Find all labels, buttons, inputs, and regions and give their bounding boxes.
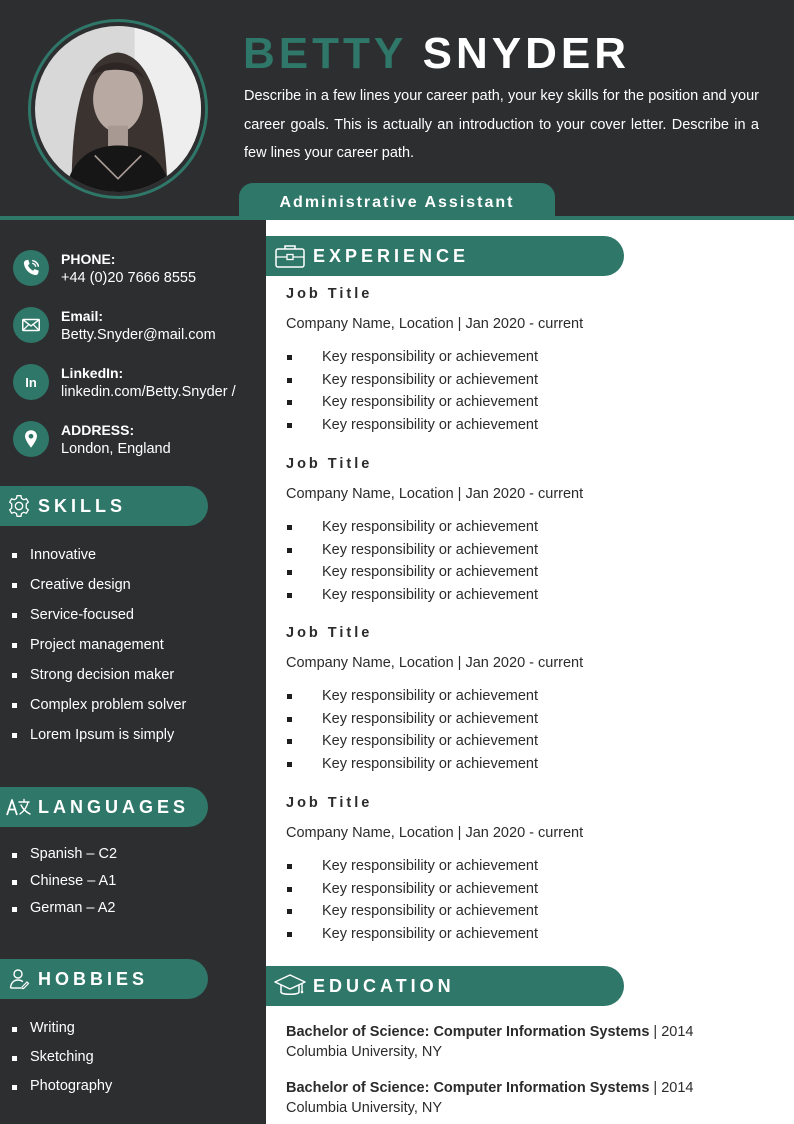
responsibility-item: Key responsibility or achievement <box>286 369 786 392</box>
education-heading-text: EDUCATION <box>313 975 455 996</box>
school: Columbia University, NY <box>286 1100 443 1116</box>
linkedin-icon-text: In <box>25 374 37 390</box>
job-title: Job Title <box>286 286 373 302</box>
degree: Bachelor of Science: Computer Information Systems <box>286 1024 650 1040</box>
last-name: SNYDER <box>422 29 631 78</box>
job-entry <box>286 285 786 437</box>
person-icon <box>4 964 34 994</box>
gear-icon <box>4 491 34 521</box>
education-heading <box>266 966 624 1006</box>
phone-icon <box>13 250 49 286</box>
responsibility-item: Key responsibility or achievement <box>286 539 786 562</box>
contact-label: Email: <box>61 308 104 324</box>
envelope-icon <box>13 307 49 343</box>
responsibility-item: Key responsibility or achievement <box>286 708 786 731</box>
phone-value: +44 (0)20 7666 8555 <box>61 270 197 286</box>
job-entry <box>286 794 786 946</box>
degree-year: | 2014 <box>649 1024 694 1040</box>
responsibility-item: Key responsibility or achievement <box>286 516 786 539</box>
linkedin-value[interactable]: linkedin.com/Betty.Snyder / <box>61 384 236 400</box>
job-company: Company Name, Location | Jan 2020 - current <box>286 655 584 671</box>
hobby-item: Sketching <box>0 1043 266 1072</box>
job-company: Company Name, Location | Jan 2020 - current <box>286 486 584 502</box>
degree: Bachelor of Science: Computer Information Systems <box>286 1080 650 1096</box>
experience-heading <box>266 236 624 276</box>
contact-phone <box>0 250 266 300</box>
address-value: London, England <box>61 441 171 457</box>
experience-heading-text: EXPERIENCE <box>313 245 470 266</box>
language-item: Spanish – C2 <box>0 841 266 868</box>
sidebar <box>0 220 266 1124</box>
job-company: Company Name, Location | Jan 2020 - current <box>286 316 584 332</box>
responsibility-item: Key responsibility or achievement <box>286 685 786 708</box>
job-responsibilities <box>286 346 786 437</box>
contact-linkedin <box>0 364 266 414</box>
language-item: Chinese – A1 <box>0 868 266 895</box>
skill-item: Project management <box>0 630 266 660</box>
skills-list <box>0 540 266 750</box>
responsibility-item: Key responsibility or achievement <box>286 753 786 776</box>
translate-icon <box>4 792 34 822</box>
job-responsibilities <box>286 855 786 946</box>
skills-heading <box>0 486 208 526</box>
hobby-item: Writing <box>0 1014 266 1043</box>
skill-item: Lorem Ipsum is simply <box>0 720 266 750</box>
skill-item: Innovative <box>0 540 266 570</box>
language-item: German – A2 <box>0 895 266 922</box>
responsibility-item: Key responsibility or achievement <box>286 346 786 369</box>
job-entry <box>286 455 786 607</box>
school: Columbia University, NY <box>286 1044 443 1060</box>
responsibility-item: Key responsibility or achievement <box>286 584 786 607</box>
job-title: Job Title <box>286 456 373 472</box>
responsibility-item: Key responsibility or achievement <box>286 730 786 753</box>
job-title-tab: Administrative Assistant <box>239 183 555 220</box>
contact-label: PHONE: <box>61 251 116 267</box>
job-entry <box>286 624 786 776</box>
candidate-name <box>243 30 630 78</box>
responsibility-item: Key responsibility or achievement <box>286 414 786 437</box>
job-responsibilities <box>286 685 786 776</box>
profile-photo <box>35 26 201 192</box>
skill-item: Strong decision maker <box>0 660 266 690</box>
degree-year: | 2014 <box>649 1080 694 1096</box>
contact-label: LinkedIn: <box>61 365 124 381</box>
linkedin-icon <box>13 364 49 400</box>
email-value[interactable]: Betty.Snyder@mail.com <box>61 327 216 343</box>
job-title: Job Title <box>286 795 373 811</box>
skills-heading-text: SKILLS <box>38 495 127 516</box>
profile-photo-frame <box>28 19 208 199</box>
map-pin-icon <box>13 421 49 457</box>
responsibility-item: Key responsibility or achievement <box>286 900 786 923</box>
languages-list <box>0 841 266 922</box>
contact-address <box>0 421 266 471</box>
responsibility-item: Key responsibility or achievement <box>286 878 786 901</box>
hobbies-heading-text: HOBBIES <box>38 968 149 989</box>
contact-label: ADDRESS: <box>61 422 135 438</box>
responsibility-item: Key responsibility or achievement <box>286 855 786 878</box>
responsibility-item: Key responsibility or achievement <box>286 923 786 946</box>
hobby-item: Photography <box>0 1072 266 1101</box>
job-title: Job Title <box>286 625 373 641</box>
job-responsibilities <box>286 516 786 607</box>
hobbies-list <box>0 1014 266 1101</box>
languages-heading-text: LANGUAGES <box>38 796 190 817</box>
languages-heading <box>0 787 208 827</box>
skill-item: Complex problem solver <box>0 690 266 720</box>
profile-summary: Describe in a few lines your career path, your key skills for the position and your career goals. This is actually an introduction to your cover letter. Describe in a few lines your career path. <box>244 88 759 161</box>
job-company: Company Name, Location | Jan 2020 - current <box>286 825 584 841</box>
responsibility-item: Key responsibility or achievement <box>286 391 786 414</box>
education-entry <box>286 1078 786 1118</box>
briefcase-icon <box>272 240 308 272</box>
hobbies-heading <box>0 959 208 999</box>
skill-item: Service-focused <box>0 600 266 630</box>
responsibility-item: Key responsibility or achievement <box>286 561 786 584</box>
graduation-cap-icon <box>272 970 308 1002</box>
first-name: BETTY <box>243 29 407 78</box>
education-entry <box>286 1022 786 1062</box>
skill-item: Creative design <box>0 570 266 600</box>
contact-email <box>0 307 266 357</box>
